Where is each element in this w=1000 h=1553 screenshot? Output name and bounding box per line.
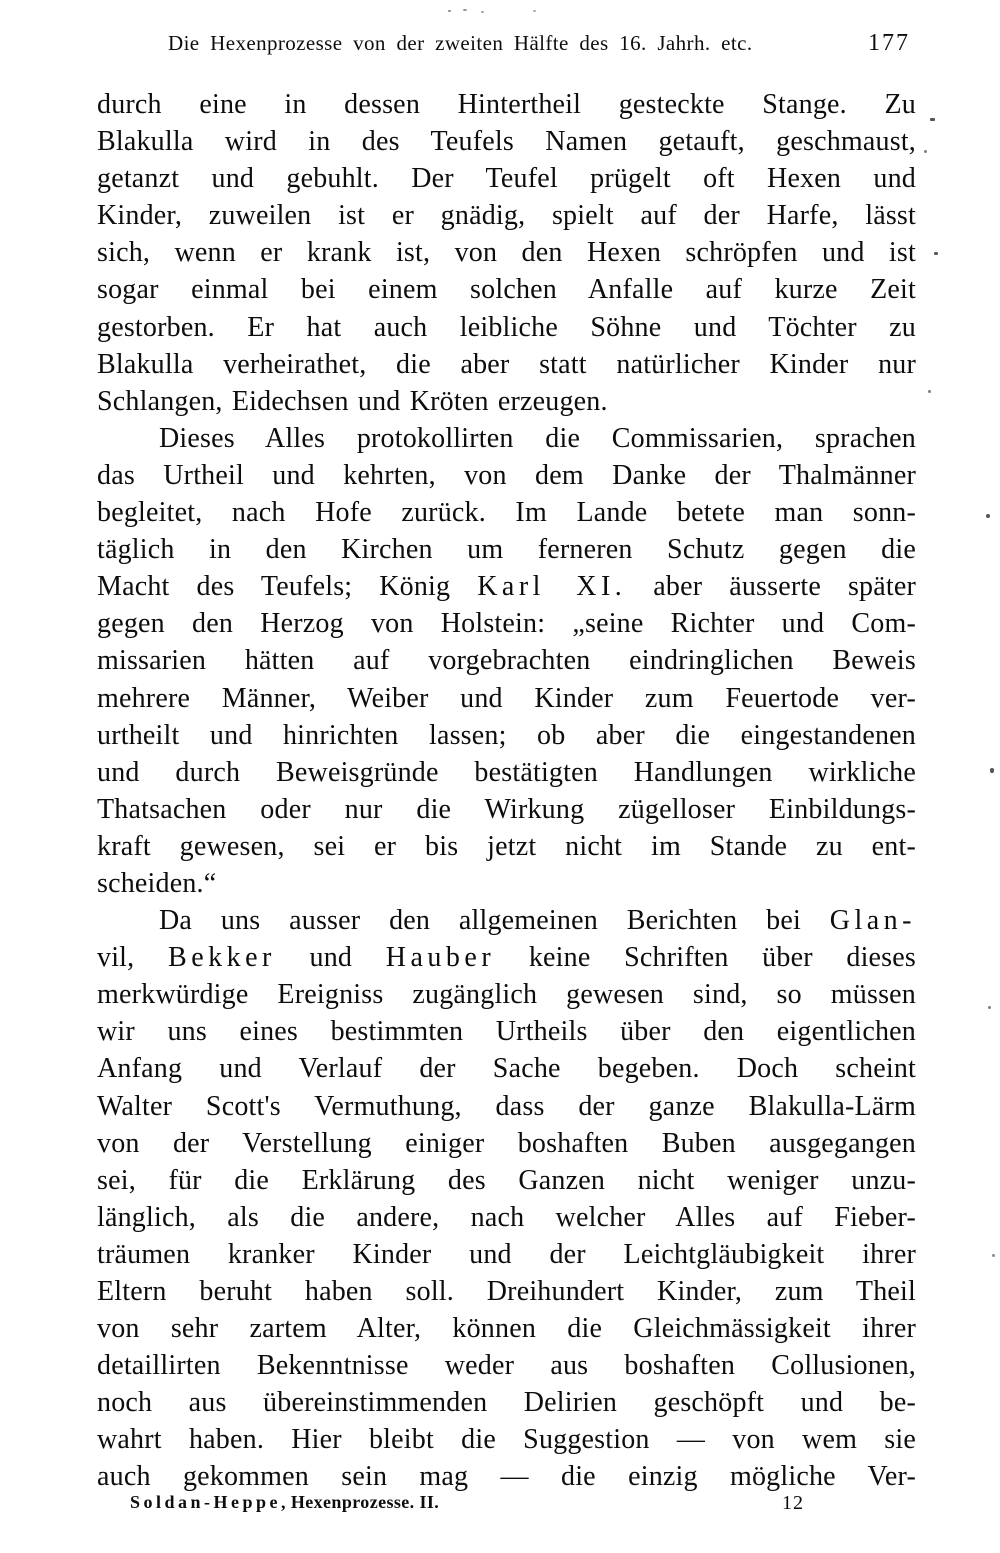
scan-speck bbox=[463, 9, 467, 11]
spaced-text: Karl XI. bbox=[477, 571, 627, 603]
text-segment: das Urtheil und kehrten, von dem Danke der Thalmänner bbox=[97, 459, 916, 491]
text-segment: urtheilt und hinrichten lassen; ob aber die eingestandenen bbox=[97, 719, 916, 751]
text-segment: Walter Scott's Vermuthung, dass der ganze Blakulla-Lärm bbox=[97, 1090, 916, 1122]
text-segment: aber äusserte später bbox=[626, 571, 916, 603]
text-segment: getanzt und gebuhlt. Der Teufel prügelt oft Hexen und bbox=[97, 163, 916, 195]
text-line bbox=[97, 160, 916, 197]
text-segment: von sehr zartem Alter, können die Gleichmässigkeit ihrer bbox=[97, 1313, 916, 1345]
text-segment: sogar einmal bei einem solchen Anfalle auf kurze Zeit bbox=[97, 274, 916, 306]
text-line bbox=[97, 234, 916, 271]
text-segment: Macht des Teufels; König bbox=[97, 571, 478, 603]
text-segment: merkwürdige Ereigniss zugänglich gewesen sind, so müssen bbox=[97, 979, 916, 1011]
footer-signature bbox=[130, 1493, 439, 1513]
text-segment: Kinder, zuweilen ist er gnädig, spielt auf der Harfe, lässt bbox=[97, 200, 916, 232]
text-segment: scheiden.“ bbox=[97, 867, 217, 899]
text-line bbox=[97, 754, 916, 791]
text-line bbox=[97, 309, 916, 346]
text-segment: noch aus übereinstimmenden Delirien geschöpft und be- bbox=[97, 1387, 916, 1419]
text-line bbox=[97, 680, 916, 717]
text-line bbox=[97, 1088, 916, 1125]
scan-speck bbox=[928, 390, 931, 393]
text-segment: und durch Beweisgründe bestätigten Handlungen wirkliche bbox=[97, 756, 916, 788]
text-segment: Thatsachen oder nur die Wirkung zügelloser Einbildungs- bbox=[97, 793, 916, 825]
text-segment: Blakulla verheirathet, die aber statt natürlicher Kinder nur bbox=[97, 348, 916, 380]
text-segment: Blakulla wird in des Teufels Namen getauft, geschmaust, bbox=[97, 126, 916, 158]
text-segment: Anfang und Verlauf der Sache begeben. Doch scheint bbox=[97, 1053, 916, 1085]
text-segment: gestorben. Er hat auch leibliche Söhne und Töchter zu bbox=[97, 311, 916, 343]
spaced-text: Hauber bbox=[385, 942, 496, 974]
footer-author: Soldan-Heppe bbox=[130, 1492, 282, 1512]
text-segment: missarien hätten auf vorgebrachten eindringlichen Beweis bbox=[97, 645, 916, 677]
text-line bbox=[97, 457, 916, 494]
text-line bbox=[97, 1458, 916, 1495]
spaced-text: Glan- bbox=[829, 905, 916, 937]
text-line bbox=[97, 86, 916, 123]
text-line bbox=[97, 828, 916, 865]
spaced-text: Bekker bbox=[168, 942, 276, 974]
text-line bbox=[97, 1050, 916, 1087]
text-line bbox=[97, 1236, 916, 1273]
text-segment: begleitet, nach Hofe zurück. Im Lande betete man sonn- bbox=[97, 497, 916, 529]
text-segment: keine Schriften über dieses bbox=[495, 942, 916, 974]
text-line bbox=[97, 865, 916, 902]
footer-work-title: , Hexenprozesse. II. bbox=[281, 1492, 440, 1512]
text-line bbox=[97, 1421, 916, 1458]
text-line bbox=[97, 1310, 916, 1347]
header-page-number: 177 bbox=[868, 30, 910, 56]
text-segment: detaillirten Bekenntnisse weder aus boshaften Collusionen, bbox=[97, 1350, 916, 1382]
text-segment: gegen den Herzog von Holstein: „seine Richter und Com- bbox=[97, 608, 916, 640]
text-line bbox=[97, 123, 916, 160]
scan-speck bbox=[533, 10, 536, 12]
text-line bbox=[97, 791, 916, 828]
text-line bbox=[97, 642, 916, 679]
text-segment: vil, bbox=[97, 942, 169, 974]
text-segment: länglich, als die andere, nach welcher Alles auf Fieber- bbox=[97, 1201, 916, 1233]
text-segment: träumen kranker Kinder und der Leichtgläubigkeit ihrer bbox=[97, 1238, 916, 1270]
text-segment: sich, wenn er krank ist, von den Hexen schröpfen und ist bbox=[97, 237, 916, 269]
text-segment: durch eine in dessen Hintertheil gesteckte Stange. Zu bbox=[97, 89, 916, 120]
text-line bbox=[97, 1013, 916, 1050]
text-segment: Dieses Alles protokollirten die Commissarien, sprachen bbox=[159, 422, 916, 454]
text-line bbox=[97, 902, 916, 939]
text-segment: von der Verstellung einiger boshaften Buben ausgegangen bbox=[97, 1127, 916, 1159]
text-line bbox=[97, 383, 916, 420]
scan-speck bbox=[930, 118, 935, 121]
text-segment: Eltern beruht haben soll. Dreihundert Kinder, zum Theil bbox=[97, 1276, 916, 1307]
text-segment: sei, für die Erklärung des Ganzen nicht weniger unzu- bbox=[97, 1164, 916, 1196]
body-text bbox=[97, 86, 916, 1496]
scan-speck bbox=[481, 11, 484, 13]
text-segment: mehrere Männer, Weiber und Kinder zum Feuertode ver- bbox=[97, 682, 916, 714]
text-line bbox=[97, 976, 916, 1013]
text-line bbox=[97, 1347, 916, 1384]
scan-speck bbox=[924, 150, 927, 153]
scan-speck bbox=[448, 10, 451, 12]
text-segment: und bbox=[275, 942, 386, 974]
text-segment: auch gekommen sein mag — die einzig mögliche Ver- bbox=[97, 1461, 916, 1493]
text-line bbox=[97, 717, 916, 754]
text-line bbox=[97, 1162, 916, 1199]
page-footer bbox=[130, 1492, 870, 1522]
text-segment: wahrt haben. Hier bleibt die Suggestion — von wem sie bbox=[97, 1424, 916, 1456]
running-header bbox=[168, 30, 910, 57]
scan-speck bbox=[992, 1254, 995, 1257]
text-segment: täglich in den Kirchen um ferneren Schutz gegen die bbox=[97, 534, 916, 566]
scan-speck bbox=[988, 1006, 991, 1009]
text-line bbox=[97, 531, 916, 568]
text-line bbox=[97, 346, 916, 383]
text-line bbox=[97, 1273, 916, 1310]
text-line bbox=[97, 420, 916, 457]
text-line bbox=[97, 197, 916, 234]
text-line bbox=[97, 605, 916, 642]
header-title: Die Hexenprozesse von der zweiten Hälfte des 16. Jahrh. etc. bbox=[168, 31, 753, 55]
text-segment: wir uns eines bestimmten Urtheils über den eigentlichen bbox=[97, 1016, 916, 1048]
text-segment: Da uns ausser den allgemeinen Berichten bei bbox=[159, 905, 830, 937]
footer-sheet-number: 12 bbox=[782, 1492, 804, 1514]
text-segment: Schlangen, Eidechsen und Kröten erzeugen. bbox=[97, 385, 608, 417]
scan-speck bbox=[990, 768, 994, 773]
scan-speck bbox=[986, 514, 990, 518]
text-line bbox=[97, 568, 916, 605]
text-line bbox=[97, 1125, 916, 1162]
text-line bbox=[97, 494, 916, 531]
text-segment: kraft gewesen, sei er bis jetzt nicht im Stande zu ent- bbox=[97, 830, 916, 862]
text-line bbox=[97, 271, 916, 308]
text-line bbox=[97, 1384, 916, 1421]
scan-speck bbox=[934, 252, 938, 255]
text-line bbox=[97, 939, 916, 976]
text-line bbox=[97, 1199, 916, 1236]
